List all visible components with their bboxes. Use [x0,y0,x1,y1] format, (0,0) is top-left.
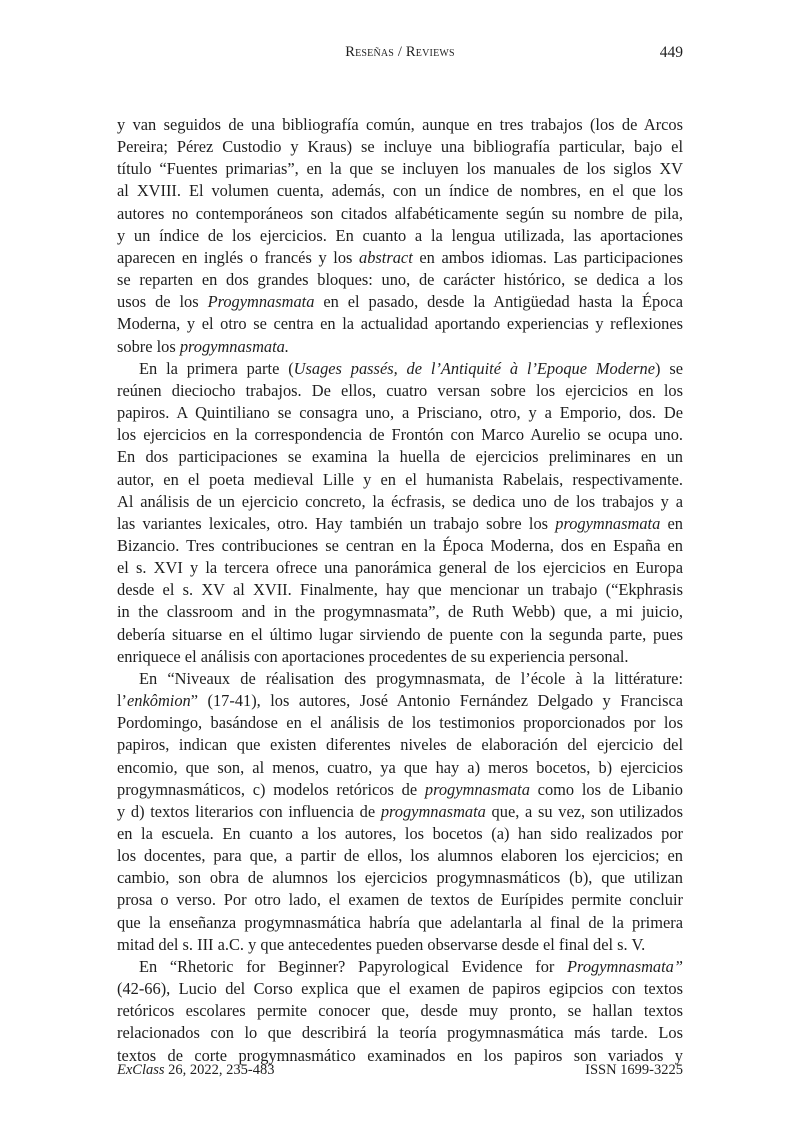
page-number: 449 [659,44,683,61]
text-line [117,158,683,180]
text-line [117,225,683,247]
text-segment: relacionados con lo que describirá la teoría progymnasmática más tarde. Los [117,1023,683,1043]
text-line [117,801,683,823]
text-segment: título “Fuentes primarias”, en la que se incluyen los manuales de los siglos XV [117,159,683,179]
text-line [117,867,683,889]
text-segment: Moderna, y el otro se centra en la actualidad aportando experiencias y reflexiones [117,314,683,334]
text-segment: enriquece el análisis con aportaciones procedentes de su experiencia personal. [117,646,629,666]
text-line [117,247,683,269]
text-segment: autor, en el poeta medieval Lille y en el humanista Rabelais, respectivamente. [117,469,683,489]
text-line [117,912,683,934]
text-segment: En “Niveaux de réalisation des progymnasmata, de l’école à la littérature: [139,668,683,688]
text-line [117,469,683,491]
text-line [117,446,683,468]
text-segment: los ejercicios en la correspondencia de Frontón con Marco Aurelio se ocupa uno. [117,425,683,445]
text-segment: en el pasado, desde la Antigüedad hasta la Época [314,292,683,312]
footer-citation [117,1062,275,1079]
italic-text: progymnasmata [424,779,530,799]
text-line [117,203,683,225]
text-line [117,956,683,978]
text-line [117,646,683,668]
text-segment: autores no contemporáneos son citados alfabéticamente según su nombre de pila, [117,203,683,223]
text-segment: in the classroom and in the progymnasmata”, de Ruth Webb) que, a mi juicio, [117,602,683,622]
text-line [117,313,683,335]
italic-text: Progymnasmata” [567,956,683,976]
text-line [117,668,683,690]
text-segment: los docentes, para que, a partir de ellos, los alumnos elaboren los ejercicios; en [117,846,683,866]
text-segment: prosa o verso. Por otro lado, el examen de textos de Eurípides permite concluir [117,890,683,910]
text-line [117,424,683,446]
text-segment: en [660,513,683,533]
text-segment: cambio, son obra de alumnos los ejercicios progymnasmáticos (b), que utilizan [117,868,683,888]
text-segment: desde el s. XV al XVII. Finalmente, hay que mencionar un trabajo (“Ekphrasis [117,580,683,600]
text-line [117,136,683,158]
text-line [117,114,683,136]
text-line [117,269,683,291]
text-line [117,734,683,756]
text-segment: l’ [117,691,128,711]
text-line [117,823,683,845]
text-segment: y d) textos literarios con influencia de [117,801,381,821]
text-segment: Bizancio. Tres contribuciones se centran en la Época Moderna, dos en España en [117,535,683,555]
italic-text: Progymnasmata [207,292,315,312]
text-segment: que la enseñanza progymnasmática habría que adelantarla al final de la primera [117,912,683,932]
text-segment: encomio, que son, al menos, cuatro, ya que hay a) meros bocetos, b) ejercicios [117,757,683,777]
text-line [117,934,683,956]
text-line [117,491,683,513]
journal-name: ExClass [117,1062,165,1078]
text-line [117,1000,683,1022]
italic-text: progymnasmata [380,801,486,821]
text-segment: ) se [655,358,684,378]
text-line [117,336,683,358]
text-line [117,601,683,623]
italic-text: progymnasmata. [179,336,289,356]
text-segment: se reparten en dos grandes bloques: uno, de carácter histórico, se dedica a los [117,270,683,290]
text-line [117,291,683,313]
text-line [117,402,683,424]
text-line [117,535,683,557]
text-line [117,779,683,801]
text-segment: debería situarse en el último lugar sirviendo de puente con la segunda parte, pues [117,624,683,644]
text-segment: ” (17-41), los autores, José Antonio Fernández Delgado y Francisca [190,691,683,711]
italic-text: enkômion [127,691,191,711]
text-segment: el s. XVI y la tercera ofrece una panorámica general de los ejercicios en Europa [117,558,683,578]
text-segment: sobre los [117,336,180,356]
text-line [117,380,683,402]
text-segment: Pereira; Pérez Custodio y Kraus) se incluye una bibliografía particular, bajo el [117,137,683,157]
text-segment: y un índice de los ejercicios. En cuanto a la lengua utilizada, las aportaciones [117,225,683,245]
italic-text: abstract [359,247,413,267]
text-segment: papiros. A Quintiliano se consagra uno, a Prisciano, otro, y a Emporio, dos. De [117,403,683,423]
text-segment: las variantes lexicales, otro. Hay también un trabajo sobre los [117,513,556,533]
text-segment: al XVIII. El volumen cuenta, además, con un índice de nombres, en el que los [117,181,683,201]
text-segment: En la primera parte ( [139,358,294,378]
text-segment: aparecen en inglés o francés y los [117,247,360,267]
text-line [117,180,683,202]
text-line [117,557,683,579]
text-segment: Al análisis de un ejercicio concreto, la écfrasis, se dedica uno de los trabajos y a [117,491,683,511]
text-segment: En “Rhetoric for Beginner? Papyrological Evidence for [139,956,568,976]
text-segment: textos de corte progymnasmático examinados en los papiros son variados y [117,1045,683,1065]
text-segment: y van seguidos de una bibliografía común, aunque en tres trabajos (los de Arcos [117,115,683,134]
text-segment: papiros, indican que existen diferentes niveles de elaboración del ejercicio del [117,735,683,755]
text-line [117,624,683,646]
text-segment: como los de Libanio [529,779,683,799]
text-line [117,757,683,779]
text-segment: usos de los [117,292,208,312]
text-segment: mitad del s. III a.C. y que antecedentes pueden observarse desde el final del s. V. [117,934,646,954]
text-segment: En dos participaciones se examina la huella de ejercicios preliminares en un [117,447,683,467]
text-segment: Pordomingo, basándose en el análisis de los testimonios proporcionados por los [117,713,683,733]
text-line [117,845,683,867]
text-line [117,712,683,734]
journal-volume: 26, 2022, 235-483 [164,1062,275,1078]
italic-text: Usages passés, de l’Antiquité à l’Epoque Moderne [293,358,656,378]
text-line [117,358,683,380]
text-segment: que, a su vez, son utilizados [485,801,684,821]
italic-text: progymnasmata [555,513,661,533]
running-header: Reseñas / Reviews [345,44,455,60]
text-line [117,579,683,601]
text-segment: progymnasmáticos, c) modelos retóricos de [117,779,425,799]
text-segment: retóricos escolares permite conocer que, desde muy pronto, se hallan textos [117,1001,683,1021]
text-segment: (42-66), Lucio del Corso explica que el examen de papiros egipcios con textos [117,979,683,999]
text-segment: en ambos idiomas. Las participaciones [412,247,684,267]
body-text [117,114,683,1067]
text-segment: reúnen dieciocho trabajos. De ellos, cuatro versan sobre los ejercicios en los [117,380,683,400]
text-line [117,1022,683,1044]
text-line [117,513,683,535]
footer-issn: ISSN 1699-3225 [585,1062,683,1078]
text-line [117,889,683,911]
text-line [117,690,683,712]
text-segment: en la escuela. En cuanto a los autores, los bocetos (a) han sido realizados por [117,824,683,843]
text-line [117,978,683,1000]
